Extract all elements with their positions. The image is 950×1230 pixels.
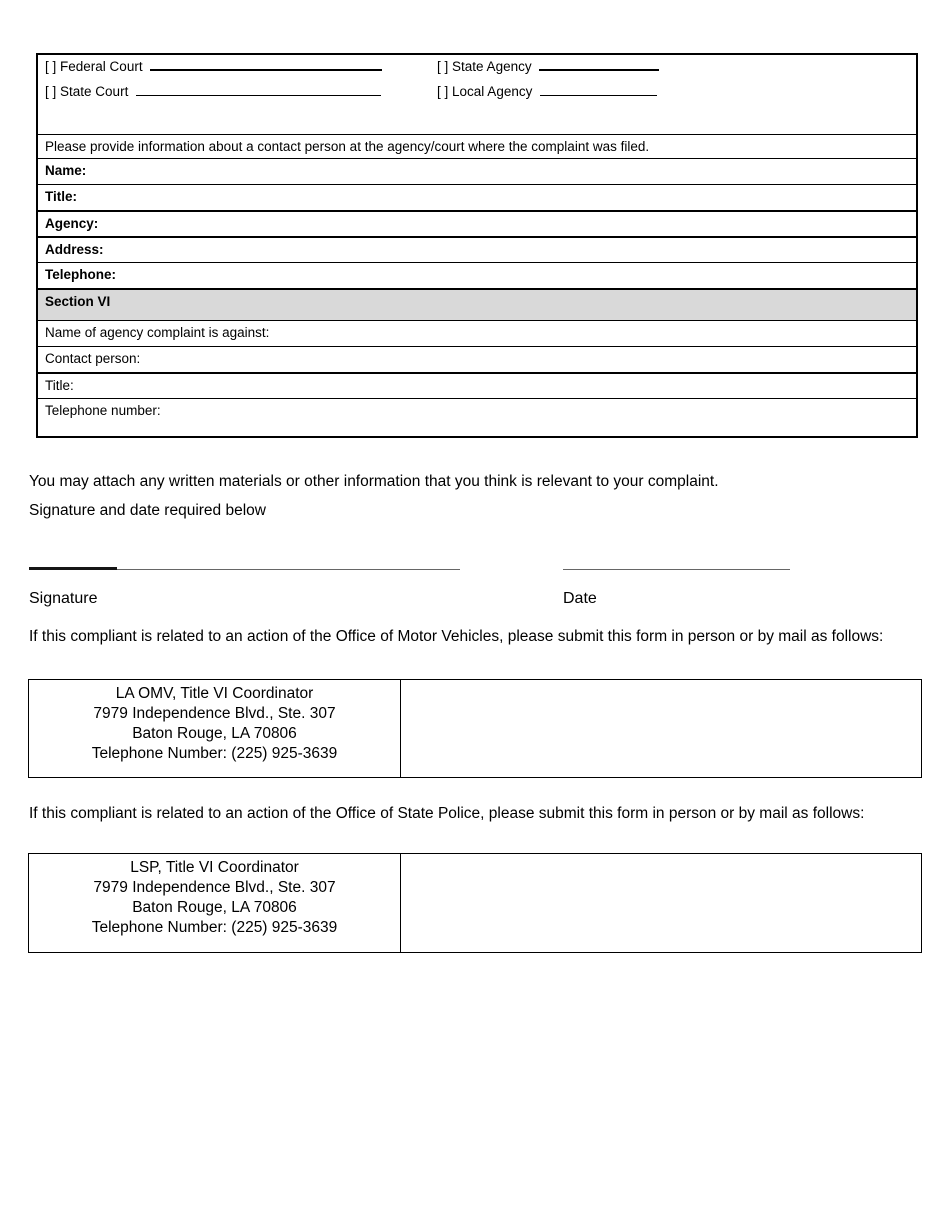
contact-info-table	[36, 53, 918, 438]
omv-address-line: LA OMV, Title VI Coordinator	[115, 685, 314, 702]
signature-line-bold-segment[interactable]	[29, 567, 117, 570]
local-agency-fill-line[interactable]	[540, 84, 657, 96]
address-field-row[interactable]	[38, 236, 916, 262]
telephone-number-label: Telephone number:	[45, 403, 161, 418]
telephone-field-row[interactable]	[38, 262, 916, 288]
lsp-instruction: If this compliant is related to an action of the Office of State Police, please submit this form in person or by mail as follows:	[29, 805, 865, 822]
local-agency-checkbox[interactable]: [ ]	[437, 84, 449, 99]
title-field-label: Title:	[45, 189, 78, 204]
omv-instruction: If this compliant is related to an action of the Office of Motor Vehicles, please submit this form in person or by mail as follows:	[29, 628, 884, 645]
name-field-row[interactable]	[38, 158, 916, 184]
local-agency-label: Local Agency	[452, 84, 533, 99]
omv-address-line: 7979 Independence Blvd., Ste. 307	[93, 705, 336, 722]
agency-complaint-against-label: Name of agency complaint is against:	[45, 325, 270, 340]
lsp-address-line: Baton Rouge, LA 70806	[132, 899, 297, 916]
address-field-label: Address:	[45, 242, 104, 257]
federal-court-option[interactable]	[45, 59, 382, 74]
state-agency-option[interactable]	[437, 59, 659, 74]
date-label: Date	[563, 590, 597, 607]
omv-address-box	[28, 679, 922, 778]
omv-address-line: Telephone Number: (225) 925-3639	[91, 745, 338, 762]
omv-address-cell	[29, 680, 401, 777]
title-field-row[interactable]	[38, 184, 916, 210]
omv-empty-cell	[401, 680, 921, 777]
section-vi-header-row	[38, 288, 916, 320]
contact-intro-text: Please provide information about a contact person at the agency/court where the complaint was filed.	[45, 139, 650, 154]
agency-field-label: Agency:	[45, 216, 99, 231]
agency-complaint-against-row[interactable]	[38, 320, 916, 346]
federal-court-fill-line[interactable]	[150, 59, 382, 71]
contact-title-row[interactable]	[38, 372, 916, 398]
section-vi-header-label: Section VI	[45, 294, 111, 309]
signature-label: Signature	[29, 590, 98, 607]
state-court-label: State Court	[60, 84, 129, 99]
date-line[interactable]	[563, 569, 790, 570]
federal-court-label: Federal Court	[60, 59, 143, 74]
lsp-address-cell	[29, 854, 401, 952]
lsp-empty-cell	[401, 854, 921, 952]
contact-intro-row	[38, 134, 916, 158]
lsp-address-line: Telephone Number: (225) 925-3639	[91, 919, 338, 936]
telephone-field-label: Telephone:	[45, 267, 117, 282]
name-field-label: Name:	[45, 163, 87, 178]
state-agency-fill-line[interactable]	[539, 59, 659, 71]
contact-person-label: Contact person:	[45, 351, 141, 366]
state-court-checkbox[interactable]: [ ]	[45, 84, 57, 99]
agency-field-row[interactable]	[38, 210, 916, 236]
telephone-number-row[interactable]	[38, 398, 916, 436]
signature-line[interactable]	[117, 569, 460, 570]
contact-person-row[interactable]	[38, 346, 916, 372]
lsp-address-box	[28, 853, 922, 953]
omv-address-line: Baton Rouge, LA 70806	[132, 725, 297, 742]
local-agency-option[interactable]	[437, 84, 657, 99]
state-court-fill-line[interactable]	[136, 84, 381, 96]
state-agency-label: State Agency	[452, 59, 532, 74]
contact-title-label: Title:	[45, 378, 74, 393]
state-court-option[interactable]	[45, 84, 381, 99]
attachments-note: You may attach any written materials or other information that you think is relevant to your complaint.	[29, 473, 719, 490]
lsp-address-line: 7979 Independence Blvd., Ste. 307	[93, 879, 336, 896]
lsp-address-line: LSP, Title VI Coordinator	[130, 859, 299, 876]
filed-where-row	[38, 55, 916, 134]
signature-required-note: Signature and date required below	[29, 502, 266, 519]
federal-court-checkbox[interactable]: [ ]	[45, 59, 57, 74]
state-agency-checkbox[interactable]: [ ]	[437, 59, 449, 74]
